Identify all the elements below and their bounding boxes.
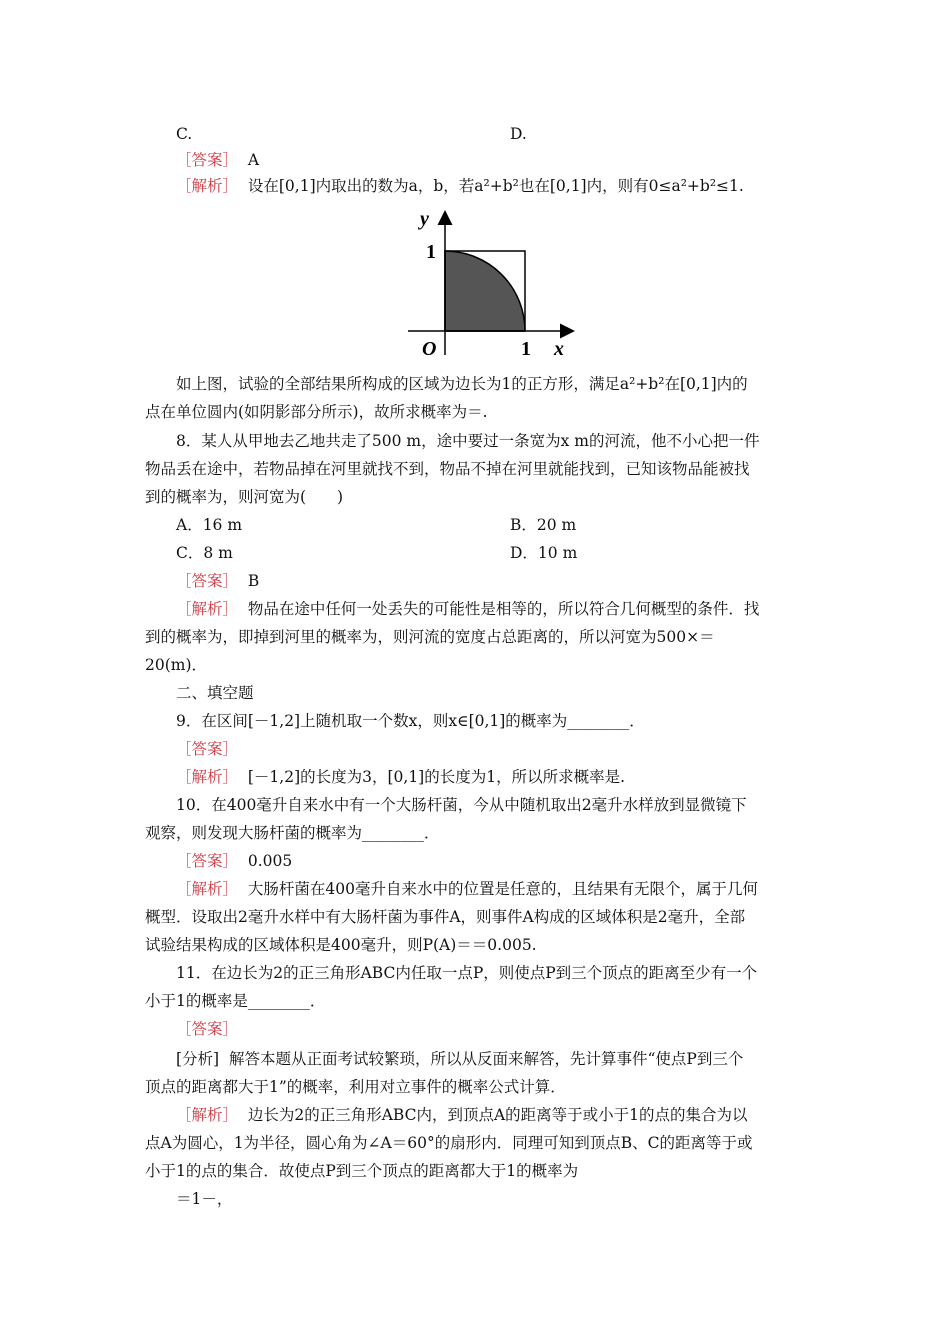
question-10-line: 10．在400毫升自来水中有一个大肠杆菌，今从中随机取出2毫升水样放到显微镜下 (176, 796, 747, 814)
answer-9 (176, 739, 238, 759)
option-c-label: C. (176, 125, 193, 143)
option-a: A．16 m (176, 516, 243, 534)
explanation-11 (176, 1105, 748, 1125)
explanation-line: 试验结果构成的区域体积是400毫升，则P(A)＝＝0.005. (145, 936, 537, 954)
analysis-11 (176, 1049, 743, 1069)
explanation-text: 边长为2的正三角形ABC内，到顶点A的距离等于或小于1的点的集合为以 (247, 1106, 748, 1124)
explanation-text: 大肠杆菌在400毫升自来水中的位置是任意的，且结果有无限个，属于几何 (247, 880, 758, 898)
shaded-region (445, 251, 525, 331)
explanation-text: 物品在途中任何一处丢失的可能性是相等的，所以符合几何概型的条件．找 (247, 600, 760, 618)
question-8-line: 8．某人从甲地去乙地共走了500 m，途中要过一条宽为x m的河流，他不小心把一件 (176, 432, 760, 450)
x-axis-label: x (554, 338, 564, 360)
answer-7 (176, 150, 259, 170)
explanation-8 (176, 599, 759, 619)
origin-label: O (422, 338, 437, 360)
explanation-10 (176, 879, 758, 899)
answer-value: 0.005 (247, 852, 293, 870)
y-one-label: 1 (426, 241, 436, 263)
quarter-circle-figure (400, 205, 580, 360)
explanation-line: 到的概率为，即掉到河里的概率为，则河流的宽度占总距离的，所以河宽为500×＝ (145, 628, 715, 646)
question-11-line: 11．在边长为2的正三角形ABC内任取一点P，则使点P到三个顶点的距离至少有一个 (176, 964, 758, 982)
question-9: 9．在区间[－1,2]上随机取一个数x，则x∈[0,1]的概率为________． (176, 712, 645, 730)
explanation-line: 点A为圆心，1为半径，圆心角为∠A＝60°的扇形内．同理可知到顶点B、C的距离等于或 (145, 1134, 753, 1152)
answer-tag: ［答案］ (176, 740, 239, 758)
answer-11 (176, 1019, 238, 1039)
explanation-line: 概型．设取出2毫升水样中有大肠杆菌为事件A，则事件A构成的区域体积是2毫升，全部 (145, 908, 746, 926)
explanation-line: 20(m)． (145, 656, 208, 674)
explanation-tag: ［解析］ (176, 768, 239, 786)
question-10-line: 观察，则发现大肠杆菌的概率为________． (145, 824, 440, 842)
answer-tag: ［答案］ (176, 572, 239, 590)
explanation-tag: ［解析］ (176, 880, 239, 898)
answer-10 (176, 851, 292, 871)
answer-tag: ［答案］ (176, 1020, 239, 1038)
question-11-line: 小于1的概率是________． (145, 992, 326, 1010)
analysis-line: 顶点的距离都大于1”的概率，利用对立事件的概率公式计算． (145, 1078, 566, 1096)
analysis-tag: [分析] (176, 1050, 220, 1068)
question-8-line: 到的概率为，则河宽为( ) (145, 488, 344, 506)
y-axis-label: y (420, 208, 429, 230)
answer-tag: ［答案］ (176, 852, 239, 870)
explanation-9 (176, 767, 625, 787)
explanation-text: [－1,2]的长度为3，[0,1]的长度为1，所以所求概率是. (247, 768, 626, 786)
explanation-tag: ［解析］ (176, 177, 239, 195)
explanation-line: 小于1的点的集合．故使点P到三个顶点的距离都大于1的概率为 (145, 1162, 579, 1180)
explanation-tag: ［解析］ (176, 1106, 239, 1124)
option-d-label: D. (510, 125, 527, 143)
option-c: C．8 m (176, 544, 233, 562)
question-8-line: 物品丢在途中，若物品掉在河里就找不到，物品不掉在河里就能找到，已知该物品能被找 (145, 460, 750, 478)
answer-8 (176, 571, 259, 591)
option-d: D．10 m (510, 544, 578, 562)
x-one-label: 1 (521, 338, 531, 360)
explanation-7 (176, 176, 744, 196)
explanation-text: 设在[0,1]内取出的数为a，b，若a²+b²也在[0,1]内，则有0≤a²+b²≤1. (247, 177, 744, 195)
section-heading: 二、填空题 (176, 684, 254, 702)
explanation-tag: ［解析］ (176, 600, 239, 618)
answer-value: A (247, 151, 260, 169)
answer-tag: ［答案］ (176, 151, 239, 169)
option-b: B．20 m (510, 516, 577, 534)
paragraph-line: 如上图，试验的全部结果所构成的区域为边长为1的正方形，满足a²+b²在[0,1]内的 (176, 375, 748, 393)
paragraph-line: 点在单位圆内(如阴影部分所示)，故所求概率为＝. (145, 403, 488, 421)
analysis-text: 解答本题从正面考试较繁琐，所以从反面来解答，先计算事件“使点P到三个 (228, 1050, 744, 1068)
answer-value: B (247, 572, 260, 590)
explanation-line: ＝1－， (176, 1190, 233, 1208)
